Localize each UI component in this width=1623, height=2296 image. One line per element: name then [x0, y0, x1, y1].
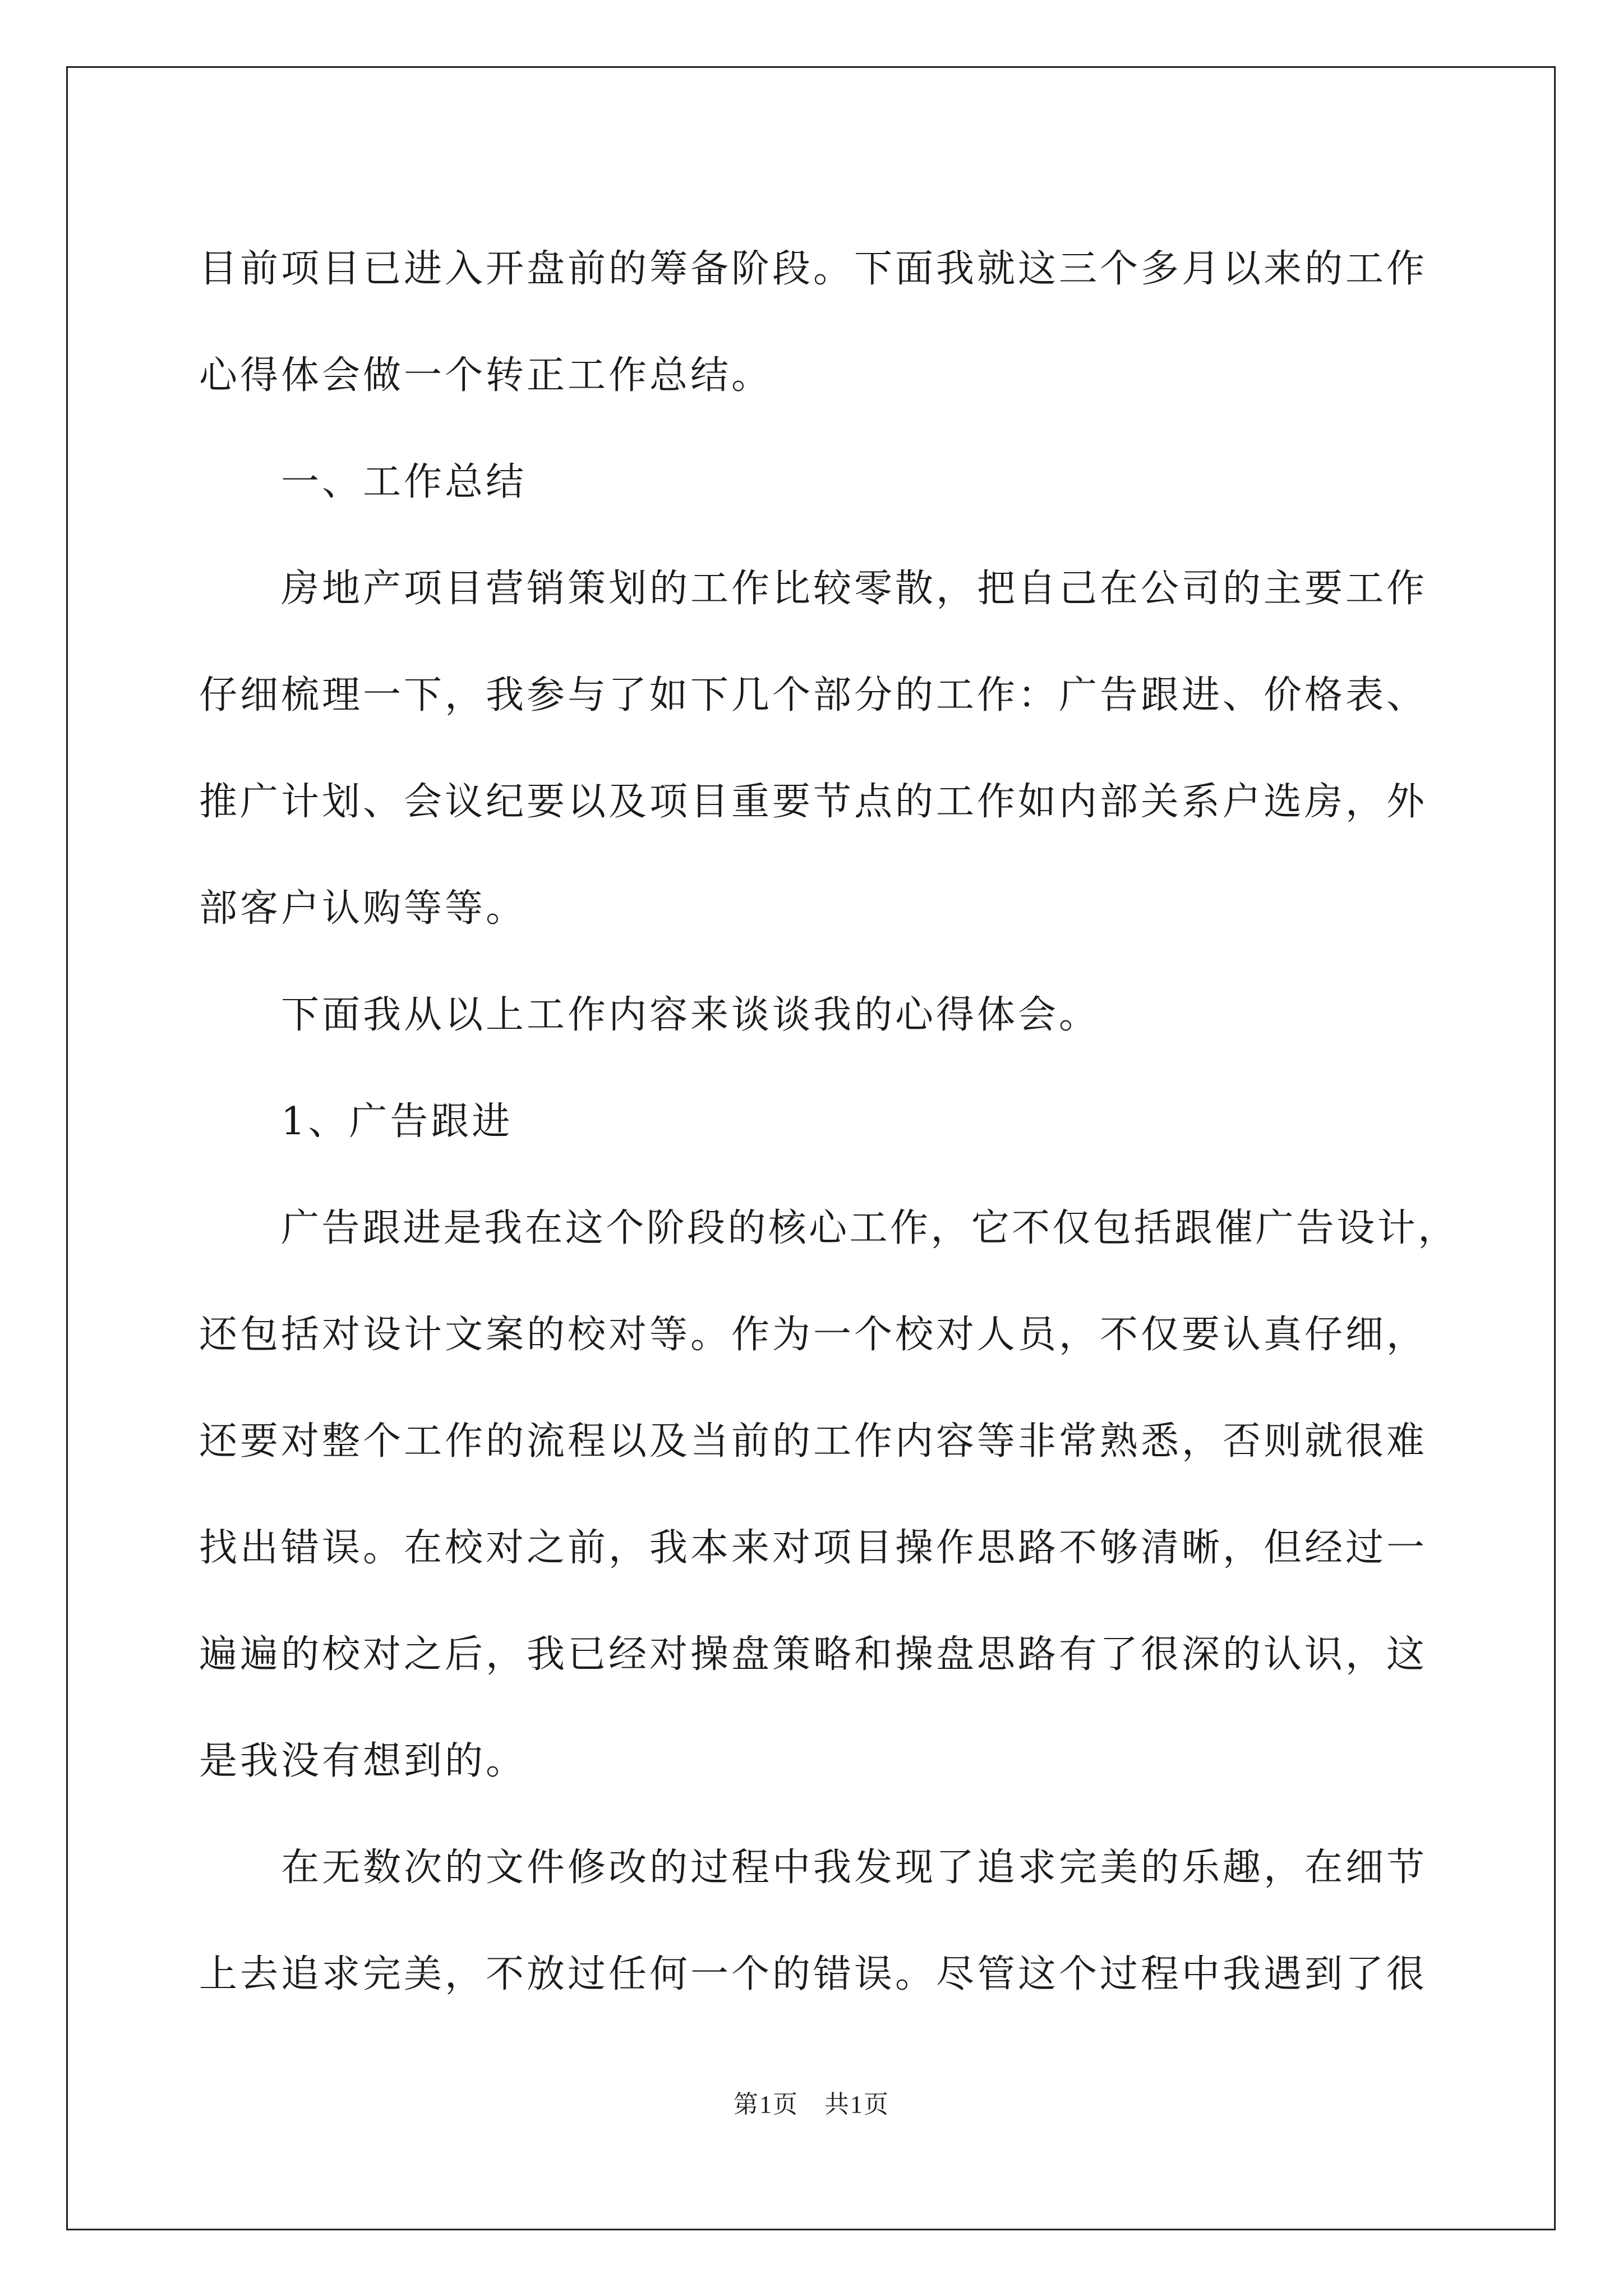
text-line: 仔细梳理一下，我参与了如下几个部分的工作：广告跟进、价格表、 [199, 673, 1428, 717]
text-line: 在无数次的文件修改的过程中我发现了追求完美的乐趣，在细节 [281, 1846, 1428, 1890]
text-line: 还要对整个工作的流程以及当前的工作内容等非常熟悉，否则就很难 [199, 1419, 1428, 1464]
text-line: 部客户认购等等。 [199, 886, 527, 931]
text-line: 还包括对设计文案的校对等。作为一个校对人员，不仅要认真仔细， [199, 1313, 1428, 1357]
text-line: 房地产项目营销策划的工作比较零散，把自己在公司的主要工作 [281, 567, 1428, 611]
page-total: 共1页 [824, 2091, 889, 2118]
text-line: 推广计划、会议纪要以及项目重要节点的工作如内部关系户选房，外 [199, 780, 1428, 824]
page-number: 第1页 [734, 2091, 799, 2118]
text-line: 心得体会做一个转正工作总结。 [199, 353, 773, 398]
text-line: 上去追求完美，不放过任何一个的错误。尽管这个过程中我遇到了很 [199, 1952, 1428, 1996]
text-line: 目前项目已进入开盘前的筹备阶段。下面我就这三个多月以来的工作 [199, 247, 1428, 291]
subsection-heading: 1、广告跟进 [281, 1099, 513, 1144]
document-body [199, 216, 1467, 2028]
text-line: 是我没有想到的。 [199, 1739, 527, 1783]
page-footer [0, 2088, 1623, 2122]
text-line: 广告跟进是我在这个阶段的核心工作，它不仅包括跟催广告设计， [281, 1206, 1459, 1250]
text-line: 遍遍的校对之后，我已经对操盘策略和操盘思路有了很深的认识，这 [199, 1632, 1428, 1677]
text-line: 找出错误。在校对之前，我本来对项目操作思路不够清晰，但经过一 [199, 1526, 1428, 1570]
text-line: 下面我从以上工作内容来谈谈我的心得体会。 [281, 993, 1100, 1037]
section-heading: 一、工作总结 [281, 460, 527, 504]
